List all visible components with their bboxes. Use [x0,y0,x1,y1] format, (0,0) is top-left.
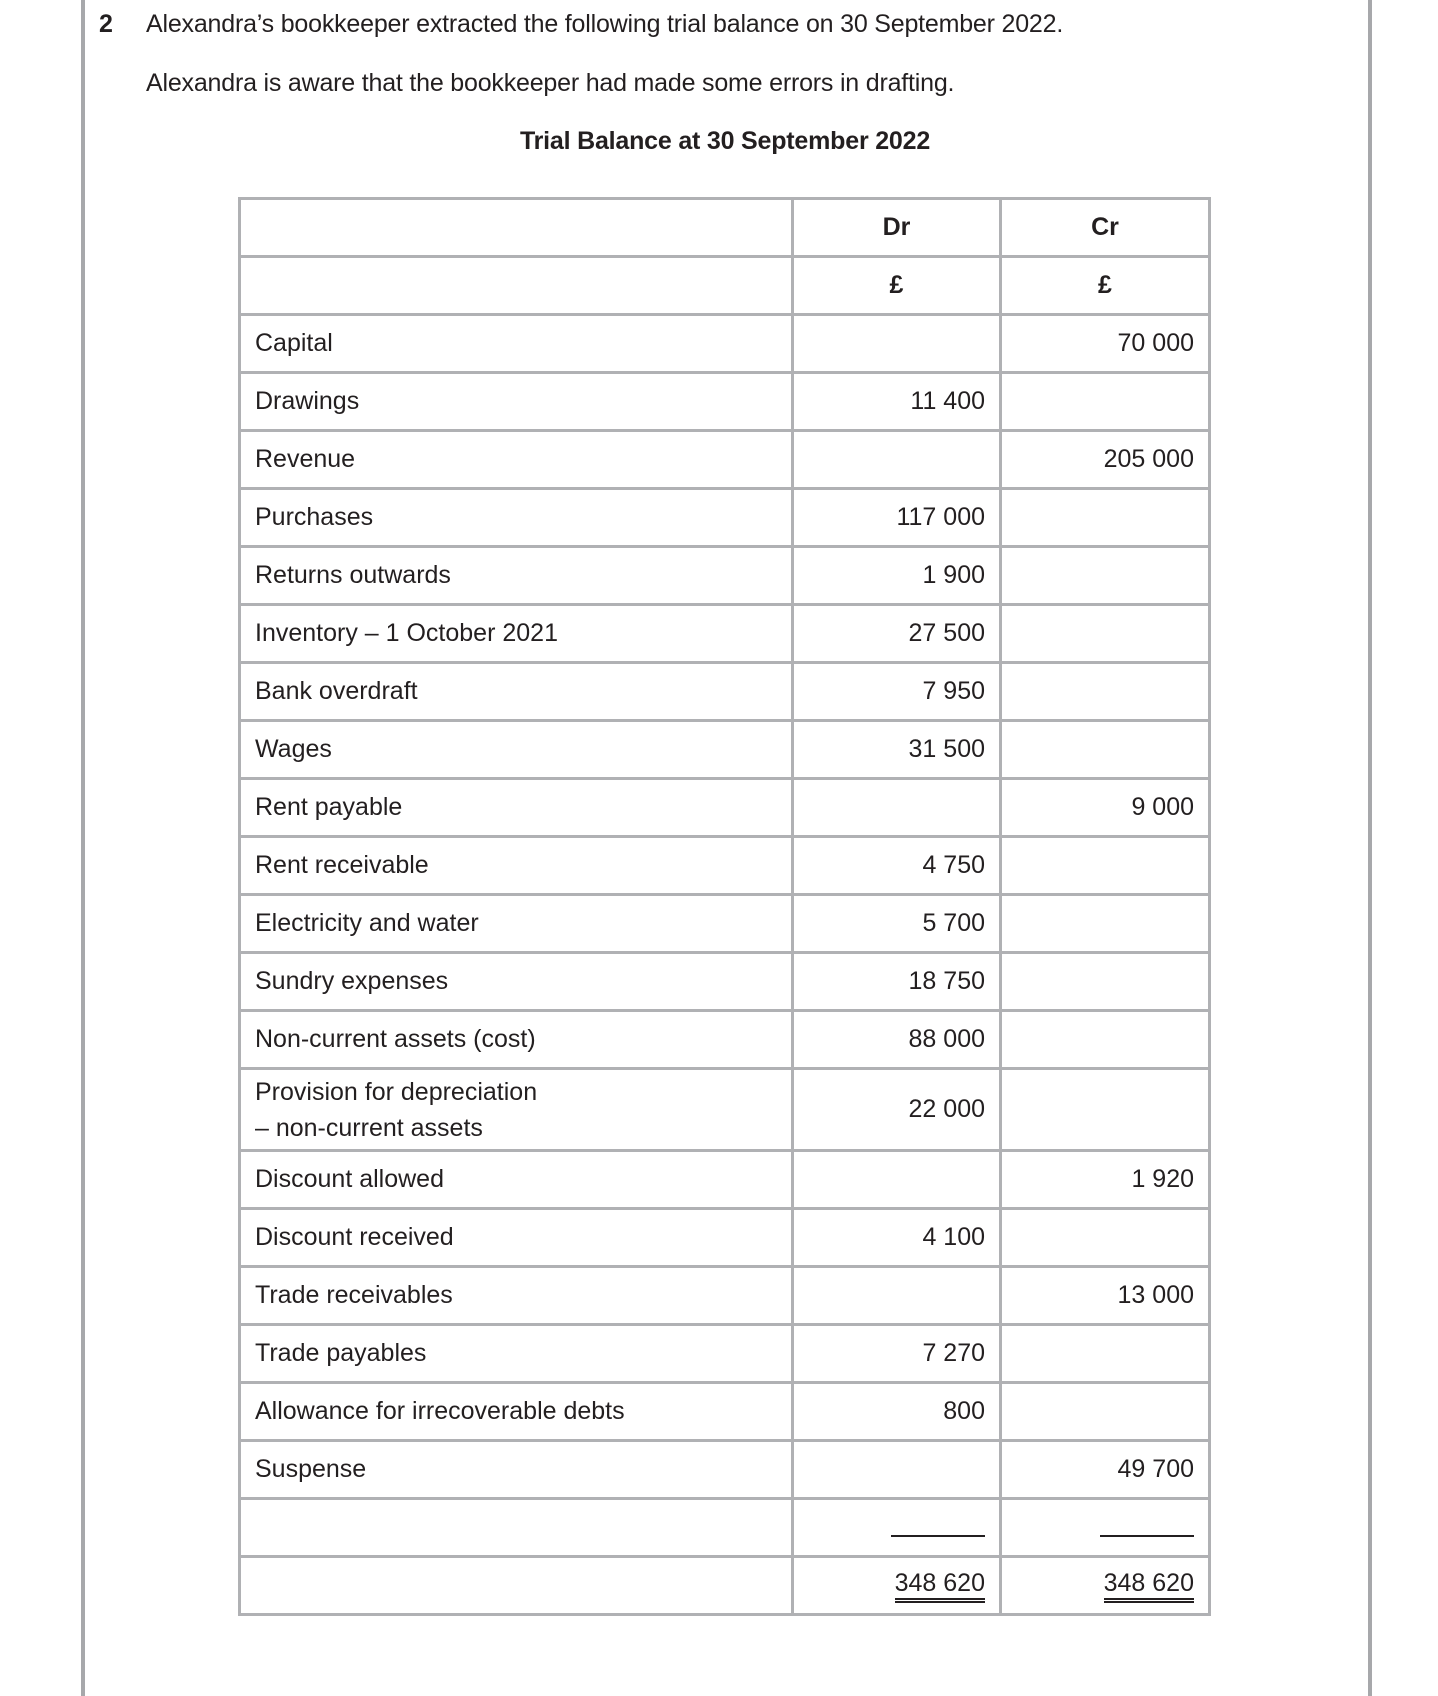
cr-single-rule [1100,1535,1194,1537]
table-row [240,547,1210,605]
row-dr [793,1441,1001,1499]
header-row [240,199,1210,257]
row-label: Trade payables [240,1325,793,1383]
row-dr [793,1151,1001,1209]
row-cr: 205 000 [1001,431,1210,489]
question-text-line-1: Alexandra’s bookkeeper extracted the following trial balance on 30 September 2022. [146,10,1064,38]
total-dr-cell [793,1557,1001,1615]
row-dr: 1 900 [793,547,1001,605]
row-label: Capital [240,315,793,373]
row-cr [1001,547,1210,605]
table-row [240,605,1210,663]
row-cr [1001,373,1210,431]
header-label-cell [240,199,793,257]
cr-rule-cell [1001,1499,1210,1557]
row-label: Returns outwards [240,547,793,605]
table-row [240,721,1210,779]
row-label: Revenue [240,431,793,489]
subtotal-rule-row [240,1499,1210,1557]
row-label: Purchases [240,489,793,547]
table-row [240,1209,1210,1267]
table-row [240,663,1210,721]
row-cr [1001,721,1210,779]
row-cr [1001,1383,1210,1441]
totals-label-cell [240,1557,793,1615]
rule-label-cell [240,1499,793,1557]
row-cr [1001,1011,1210,1069]
row-cr: 9 000 [1001,779,1210,837]
row-cr [1001,663,1210,721]
row-cr: 1 920 [1001,1151,1210,1209]
page-border-right [1368,0,1372,1696]
header-dr: Dr [793,199,1001,257]
row-dr: 88 000 [793,1011,1001,1069]
page-border-left [81,0,85,1696]
table-row [240,895,1210,953]
row-dr: 31 500 [793,721,1001,779]
row-label: Inventory – 1 October 2021 [240,605,793,663]
table-row [240,1267,1210,1325]
currency-label-cell [240,257,793,315]
row-cr [1001,837,1210,895]
row-label: Discount allowed [240,1151,793,1209]
currency-row [240,257,1210,315]
row-label: Discount received [240,1209,793,1267]
table-row [240,1069,1210,1151]
row-dr: 27 500 [793,605,1001,663]
row-dr: 22 000 [793,1069,1001,1151]
row-label: Rent payable [240,779,793,837]
row-label: Sundry expenses [240,953,793,1011]
row-dr [793,1267,1001,1325]
row-cr [1001,605,1210,663]
row-dr [793,431,1001,489]
table-row [240,1011,1210,1069]
currency-cr: £ [1001,257,1210,315]
row-label: Wages [240,721,793,779]
row-dr: 7 270 [793,1325,1001,1383]
table-row [240,1325,1210,1383]
table-row [240,431,1210,489]
row-dr: 5 700 [793,895,1001,953]
row-label: Bank overdraft [240,663,793,721]
row-cr: 13 000 [1001,1267,1210,1325]
row-cr: 49 700 [1001,1441,1210,1499]
row-dr: 11 400 [793,373,1001,431]
table-row [240,1441,1210,1499]
row-cr [1001,953,1210,1011]
row-label: Drawings [240,373,793,431]
table-row [240,1383,1210,1441]
row-dr: 4 750 [793,837,1001,895]
question-text-line-2: Alexandra is aware that the bookkeeper had made some errors in drafting. [146,69,955,97]
table-row [240,837,1210,895]
table-row [240,315,1210,373]
table-row [240,779,1210,837]
table-row [240,373,1210,431]
table-row [240,953,1210,1011]
row-label-line-2: – non-current assets [255,1113,483,1142]
dr-single-rule [891,1535,985,1537]
row-label: Suspense [240,1441,793,1499]
row-dr [793,315,1001,373]
currency-dr: £ [793,257,1001,315]
row-label: Non-current assets (cost) [240,1011,793,1069]
total-dr: 348 620 [895,1571,985,1603]
row-cr [1001,895,1210,953]
row-dr: 18 750 [793,953,1001,1011]
total-cr-cell [1001,1557,1210,1615]
totals-row [240,1557,1210,1615]
row-dr: 7 950 [793,663,1001,721]
trial-balance-table [238,197,1211,1616]
row-label: Rent receivable [240,837,793,895]
row-dr: 800 [793,1383,1001,1441]
row-label: Allowance for irrecoverable debts [240,1383,793,1441]
row-dr: 4 100 [793,1209,1001,1267]
row-cr [1001,1069,1210,1151]
trial-balance-title: Trial Balance at 30 September 2022 [519,127,931,155]
row-label-line-1: Provision for depreciation [255,1077,538,1106]
total-cr: 348 620 [1104,1571,1194,1603]
row-cr [1001,489,1210,547]
row-dr [793,779,1001,837]
row-cr [1001,1325,1210,1383]
row-dr: 117 000 [793,489,1001,547]
row-label: Electricity and water [240,895,793,953]
table-row [240,489,1210,547]
table-row [240,1151,1210,1209]
row-cr: 70 000 [1001,315,1210,373]
header-cr: Cr [1001,199,1210,257]
dr-rule-cell [793,1499,1001,1557]
row-label [240,1069,793,1151]
row-cr [1001,1209,1210,1267]
row-label: Trade receivables [240,1267,793,1325]
question-number: 2 [99,10,113,38]
